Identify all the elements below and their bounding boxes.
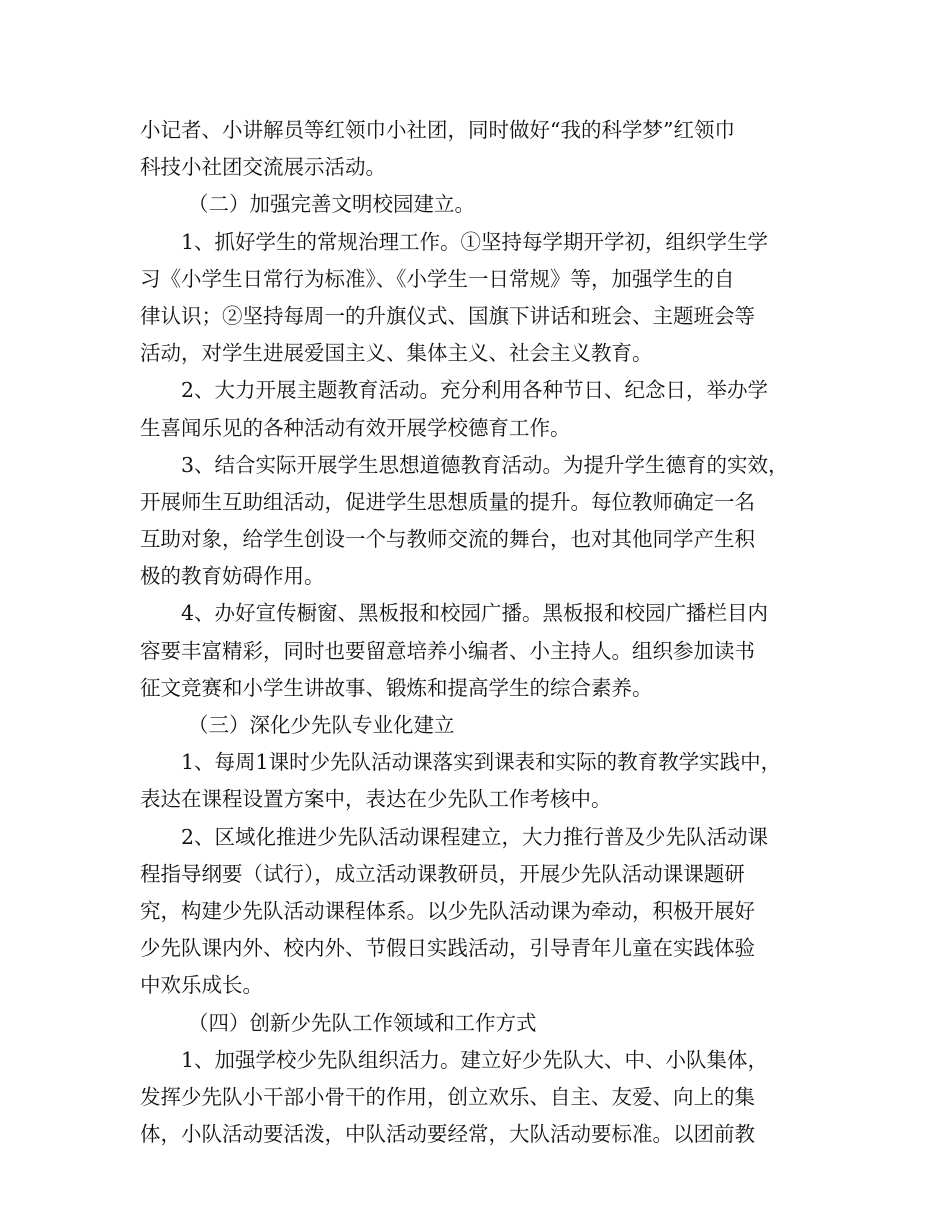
text-line: 征文竞赛和小学生讲故事、锻炼和提高学生的综合素养。 — [140, 675, 653, 700]
text-line: 程指导纲要（试行），成立活动课教研员，开展少先队活动课课题研 — [140, 861, 745, 886]
text-line: 律认识；②坚持每周一的升旗仪式、国旗下讲话和班会、主题班会等 — [140, 303, 755, 328]
text-line: 2、区域化推进少先队活动课程建立，大力推行普及少先队活动课 — [181, 824, 769, 849]
text-line: 开展师生互助组活动，促进学生思想质量的提升。每位教师确定一名 — [140, 489, 755, 514]
text-line: 4、办好宣传橱窗、黑板报和校园广播。黑板报和校园广播栏目内 — [181, 601, 769, 626]
section-heading: （二）加强完善文明校园建立。 — [188, 192, 475, 217]
text-line: 互助对象，给学生创设一个与教师交流的舞台，也对其他同学产生积 — [140, 527, 755, 552]
text-line: 生喜闻乐见的各种活动有效开展学校德育工作。 — [140, 415, 571, 440]
text-line: 1、加强学校少先队组织活力。建立好少先队大、中、小队集体， — [181, 1047, 769, 1072]
text-line: 容要丰富精彩，同时也要留意培养小编者、小主持人。组织参加读书 — [140, 638, 755, 663]
document-body — [140, 112, 820, 1153]
text-line: 中欢乐成长。 — [140, 973, 263, 998]
text-line: 小记者、小讲解员等红领巾小社团，同时做好“我的科学梦”红领巾 — [140, 118, 735, 142]
text-line: 表达在课程设置方案中，表达在少先队工作考核中。 — [140, 787, 612, 812]
text-line: 极的教育妨碍作用。 — [140, 564, 325, 589]
text-line: 1、抓好学生的常规治理工作。①坚持每学期开学初，组织学生学 — [181, 229, 769, 254]
text-line: 1、每周1课时少先队活动课落实到课表和实际的教育教学实践中， — [181, 750, 782, 775]
text-line: 3、结合实际开展学生思想道德教育活动。为提升学生德育的实效， — [181, 452, 789, 477]
text-line: 究，构建少先队活动课程体系。以少先队活动课为牵动，积极开展好 — [140, 898, 755, 923]
text-line: 体，小队活动要活泼，中队活动要经常，大队活动要标准。以团前教 — [140, 1122, 755, 1147]
section-heading: （四）创新少先队工作领域和工作方式 — [188, 1010, 537, 1035]
text-line: 少先队课内外、校内外、节假日实践活动，引导青年儿童在实践体验 — [140, 936, 755, 961]
text-line: 科技小社团交流展示活动。 — [140, 155, 386, 180]
section-heading: （三）深化少先队专业化建立 — [188, 713, 455, 737]
text-line: 活动，对学生进展爱国主义、集体主义、社会主义教育。 — [140, 341, 653, 366]
text-line: 习《小学生日常行为标准》、《小学生一日常规》等，加强学生的自 — [140, 266, 735, 291]
text-line: 2、大力开展主题教育活动。充分利用各种节日、纪念日，举办学 — [181, 378, 769, 403]
text-line: 发挥少先队小干部小骨干的作用，创立欢乐、自主、友爱、向上的集 — [140, 1084, 755, 1109]
